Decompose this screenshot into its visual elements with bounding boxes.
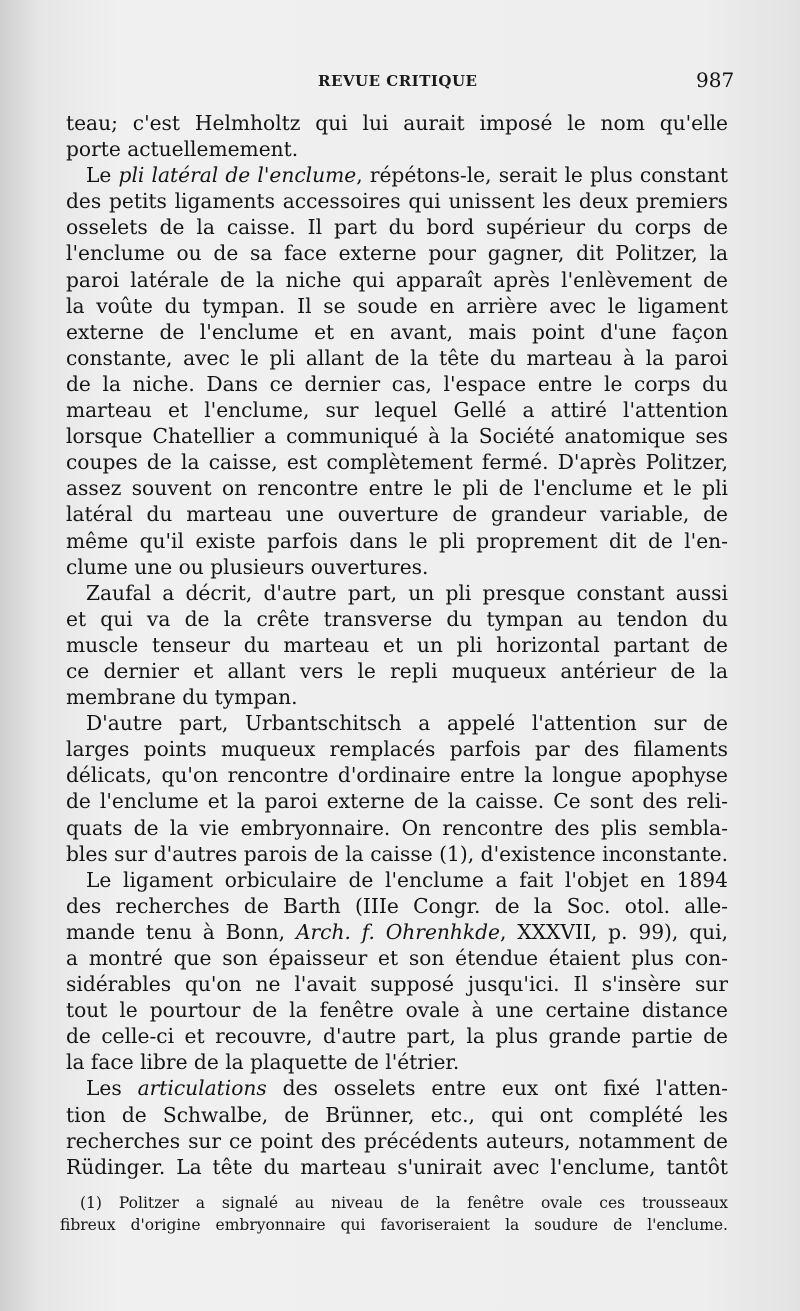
text-line: délicats, qu'on rencontre d'ordinaire entre la longue apophyse [66, 763, 728, 788]
footnotes [60, 1192, 728, 1236]
italic-term: pli latéral de l'enclume [118, 163, 357, 188]
running-head: REVUE CRITIQUE [318, 72, 478, 90]
text-line: tout le pourtour de la fenêtre ovale à une certaine distance [66, 998, 728, 1023]
text-line: externe de l'enclume et en avant, mais point d'une façon [66, 319, 728, 344]
text-line-rest: des osselets entre eux ont fixé l'atten- [266, 1076, 728, 1101]
text-line: Le ligament orbiculaire de l'enclume a fait l'objet en 1894 [86, 867, 728, 892]
text-line: constante, avec le pli allant de la tête du marteau à la paroi [66, 345, 728, 370]
text-line: de celle-ci et recouvre, d'autre part, la plus grande partie de [66, 1024, 728, 1049]
text-line-start: mande tenu à Bonn, [66, 919, 296, 944]
text-line: latéral du marteau une ouverture de grandeur variable, de [66, 502, 728, 527]
text-line: de l'enclume et la paroi externe de la caisse. Ce sont des reli- [66, 789, 728, 814]
text-line: lorsque Chatellier a communiqué à la Société anatomique ses [66, 424, 728, 449]
text-line: assez souvent on rencontre entre le pli de l'enclume et le pli [66, 476, 728, 501]
footnote-line: (1) Politzer a signalé au niveau de la fenêtre ovale ces trousseaux [80, 1194, 728, 1212]
text-line: de la niche. Dans ce dernier cas, l'espace entre le corps du [66, 371, 728, 396]
text-line: clume une ou plusieurs ouvertures. [66, 554, 429, 579]
text-line: D'autre part, Urbantschitsch a appelé l'attention sur de [86, 711, 728, 736]
italic-citation: Arch. f. Ohrenhkde [295, 919, 501, 944]
text-line [66, 162, 728, 188]
text-line [66, 1075, 728, 1101]
text-line: a montré que son épaisseur et son étendue étaient plus con- [66, 946, 728, 970]
text-line: quats de la vie embryonnaire. On rencontre des plis sembla- [66, 815, 728, 840]
text-line: sidérables qu'on ne l'avait supposé jusqu'ici. Il s'insère sur [66, 972, 728, 997]
text-line: la face libre de la plaquette de l'étrier. [66, 1050, 460, 1075]
text-line: même qu'il existe parfois dans le pli proprement dit de l'en- [66, 528, 728, 553]
page-number: 987 [696, 68, 735, 92]
text-line: Zaufal a décrit, d'autre part, un pli presque constant aussi [86, 580, 728, 605]
text-line: paroi latérale de la niche qui apparaît après l'enlèvement de [66, 267, 728, 292]
text-line: muscle tenseur du marteau et un pli horizontal partant de [66, 632, 728, 657]
text-line: coupes de la caisse, est complètement fermé. D'après Politzer, [66, 450, 728, 475]
text-line: des petits ligaments accessoires qui unissent les deux premiers [66, 189, 728, 214]
text-line: teau; c'est Helmholtz qui lui aurait imposé le nom qu'elle [66, 111, 728, 135]
page-header [0, 62, 800, 102]
text-line: bles sur d'autres parois de la caisse (1), d'existence inconstante. [66, 841, 728, 866]
body-text [66, 110, 728, 1180]
text-line: porte actuellemement. [66, 137, 299, 162]
text-line: recherches sur ce point des précédents auteurs, notamment de [66, 1128, 728, 1153]
text-line-start: Les [86, 1076, 138, 1101]
text-line: larges points muqueux remplacés parfois par des filaments [66, 737, 728, 762]
italic-term: articulations [137, 1076, 267, 1101]
text-line: la voûte du tympan. Il se soude en arrière avec le ligament [66, 293, 728, 318]
text-line: marteau et l'enclume, sur lequel Gellé a attiré l'attention [66, 398, 728, 423]
footnote-line: fibreux d'origine embryonnaire qui favoriseraient la soudure de l'enclume. [60, 1216, 728, 1234]
text-line: l'enclume ou de sa face externe pour gagner, dit Politzer, la [66, 241, 728, 266]
text-line-rest: , XXXVII, p. 99), qui, [500, 919, 728, 944]
text-line: tion de Schwalbe, de Brünner, etc., qui ont complété les [66, 1102, 728, 1127]
text-line [66, 919, 728, 945]
text-line: Rüdinger. La tête du marteau s'unirait avec l'enclume, tantôt [66, 1154, 728, 1179]
text-line: membrane du tympan. [66, 685, 298, 710]
text-line: ce dernier et allant vers le repli muqueux antérieur de la [66, 658, 728, 683]
text-line-start: Le [86, 163, 119, 188]
text-line: des recherches de Barth (IIIe Congr. de la Soc. otol. alle- [66, 893, 728, 918]
text-line: et qui va de la crête transverse du tympan au tendon du [66, 606, 728, 631]
text-line-rest: , répétons-le, serait le plus constant [356, 163, 728, 188]
text-line: osselets de la caisse. Il part du bord supérieur du corps de [66, 215, 728, 240]
